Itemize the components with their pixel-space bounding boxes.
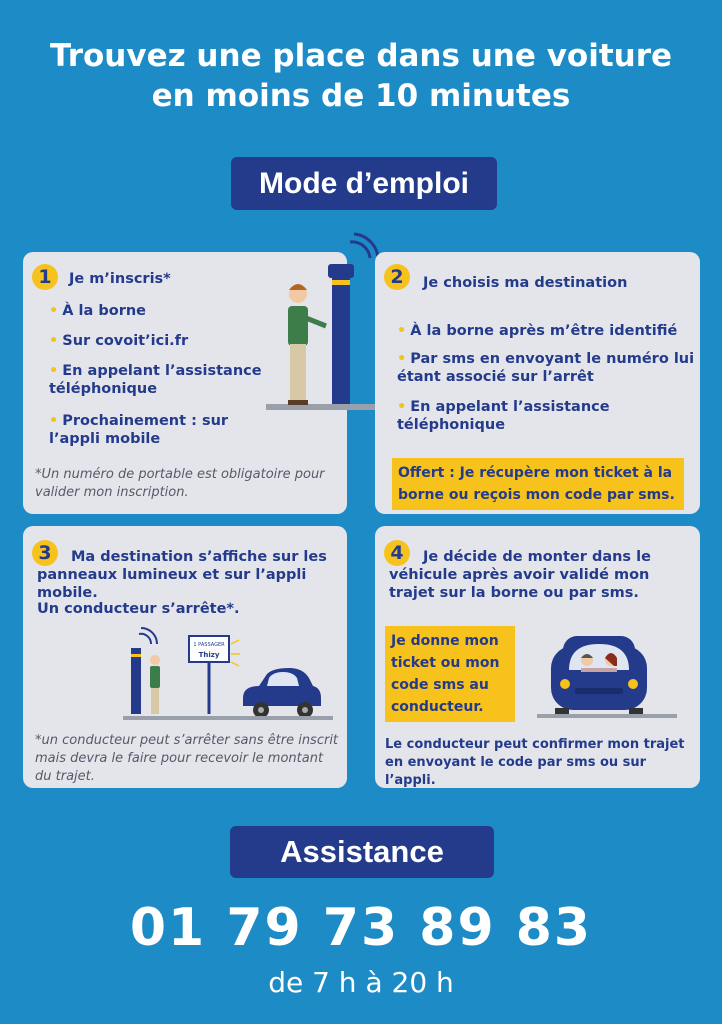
step-3-heading: Ma destination s’affiche sur les panneaux lumineux et sur l’appli mobile.	[37, 549, 327, 601]
step-3-driver-text: Un conducteur s’arrête*.	[37, 601, 240, 617]
assistance-hours: de 7 h à 20 h	[268, 966, 454, 999]
step-2-item-2: • Par sms en envoyant le numéro lui étant associé sur l’arrêt	[397, 351, 695, 385]
step-1-item-3: • En appelant l’assistance téléphonique	[49, 363, 262, 397]
bus-stop-car-illustration	[123, 626, 333, 726]
title-line-2: en moins de 10 minutes	[151, 78, 571, 114]
step-4-card	[375, 526, 700, 788]
step-2-offer-box: Offert : Je récupère mon ticket à la borne ou reçois mon code par sms.	[392, 458, 684, 510]
step-4-confirm-text: Le conducteur peut confirmer mon trajet en envoyant le code par sms ou sur l’appli.	[385, 737, 685, 788]
step-2-item-1: • À la borne après m’être identifié	[397, 323, 678, 339]
sign-city-text: Thizy	[198, 651, 220, 659]
title-line-1: Trouvez une place dans une voiture	[49, 38, 673, 74]
step-4-ticket-box: Je donne mon ticket ou mon code sms au conducteur.	[385, 626, 515, 722]
kiosk-person-illustration	[258, 228, 382, 418]
step-2-badge: 2	[384, 264, 410, 290]
car-with-passengers-illustration	[537, 626, 677, 726]
step-1-heading: Je m’inscris*	[69, 271, 171, 287]
step-3-badge: 3	[32, 540, 58, 566]
step-1-badge: 1	[32, 264, 58, 290]
step-3-note: *un conducteur peut s’arrêter sans être inscrit mais devra le faire pour recevoir le montant du trajet.	[35, 733, 339, 784]
assistance-phone-number[interactable]: 01 79 73 89 83	[129, 898, 593, 958]
page-title	[0, 36, 722, 116]
step-2-item-3: • En appelant l’assistance téléphonique	[397, 399, 610, 433]
step-3-card	[23, 526, 347, 788]
step-1-note: *Un numéro de portable est obligatoire pour valider mon inscription.	[35, 467, 325, 500]
step-4-heading: Je décide de monter dans le véhicule après avoir validé mon trajet sur la borne ou par sms.	[389, 549, 651, 601]
step-4-badge: 4	[384, 540, 410, 566]
step-1-item-1: • À la borne	[49, 303, 147, 319]
assistance-banner: Assistance	[230, 826, 494, 878]
mode-emploi-banner: Mode d’emploi	[231, 157, 497, 210]
step-2-heading: Je choisis ma destination	[423, 275, 628, 291]
step-2-card	[375, 252, 700, 514]
step-1-item-4: • Prochainement : sur l’appli mobile	[49, 413, 229, 447]
sign-top-text: 1 PASSAGER	[193, 642, 225, 648]
step-1-item-2: • Sur covoit’ici.fr	[49, 333, 189, 349]
